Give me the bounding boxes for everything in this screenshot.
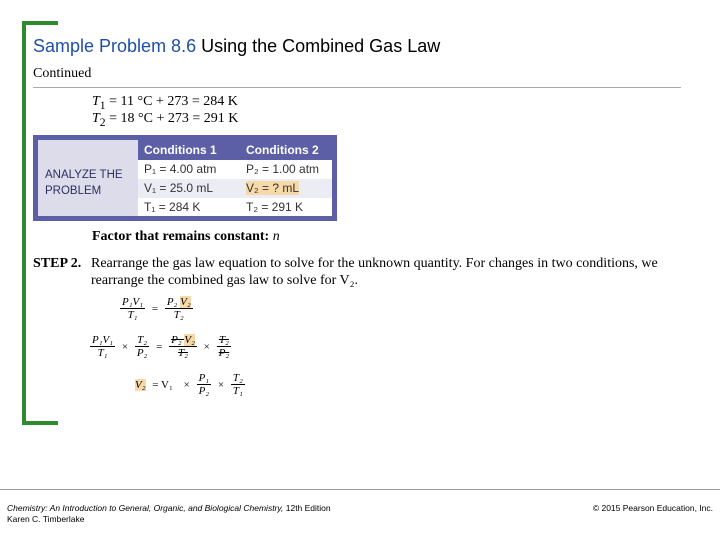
table-row <box>138 179 332 198</box>
continued-label: Continued <box>33 66 92 81</box>
analyze-label-cell <box>38 140 138 216</box>
factor-value: n <box>272 229 280 244</box>
t2-var: T <box>92 111 100 126</box>
equation-3: V₂ = V₁ × $\frac{\text{P₁}}{\text{P₂}}$ × $\frac{\text{T₂}}{\text{T₁}}$ <box>135 372 243 397</box>
analyze-header <box>138 140 332 160</box>
eq2-left-num: P₁V₁ <box>92 334 114 346</box>
eq1-left-den: T₁ <box>127 309 138 321</box>
footer-divider <box>0 489 720 490</box>
step-text: Rearrange the gas law equation to solve for the unknown quantity. For changes in two conditions, we rearrange the combined gas law to solve for V₂. <box>91 256 658 288</box>
eq3-f1-den: P₂ <box>198 385 210 397</box>
eq1-left-num: P₁V₁ <box>122 296 144 308</box>
divider <box>33 87 681 88</box>
footer-citation <box>7 503 331 525</box>
cell-t2: T₂ = 291 K <box>246 200 304 214</box>
cell-v2: V₂ = ? mL <box>246 181 300 195</box>
cell-p2: P₂ = 1.00 atm <box>246 162 320 176</box>
eq2-right-den: T₂ <box>178 347 188 359</box>
eq2-mul1-den: P₂ <box>136 347 148 359</box>
footer-edition: 12th Edition <box>283 503 331 513</box>
footer-copyright: © 2015 Pearson Education, Inc. <box>592 503 713 513</box>
footer-author: Karen C. Timberlake <box>7 514 85 524</box>
title-prefix: Sample Problem 8.6 <box>33 36 197 56</box>
t2-sub: 2 <box>99 115 106 129</box>
title-rest: Using the Combined Gas Law <box>196 36 441 56</box>
t2-expr: = 18 °C + 273 = 291 K <box>105 111 239 126</box>
analyze-label-line2: PROBLEM <box>45 185 102 197</box>
eq3-f2-den: T₁ <box>232 385 243 397</box>
step-label: STEP 2. <box>33 256 82 271</box>
analyze-table <box>33 135 337 221</box>
eq2-right-num-p: P₂ <box>171 334 185 346</box>
table-row <box>138 198 332 217</box>
eq1-right-num-v: V₂ <box>180 296 191 308</box>
eq2-left-den: T₁ <box>97 347 108 359</box>
header-conditions-2: Conditions 2 <box>246 143 319 157</box>
eq1-right-den: T₂ <box>173 309 184 321</box>
eq1-right-num-p: P₂ <box>166 296 181 308</box>
table-row <box>138 160 332 179</box>
cell-t1: T₁ = 284 K <box>144 200 201 214</box>
equation-2: $\frac{\text{P₁V₁}}{\text{T₁}}$ × $\frac{\text{T₂}}{\text{P₂}}$ = $\frac{\text{P₂ V₂}}{\text{T₂}}$ × $\frac{\text{T₂}}{\text{P₂}}$ <box>92 334 230 359</box>
t1-var: T <box>92 94 100 109</box>
temperature-2 <box>92 111 238 129</box>
analyze-label-line1: ANALYZE THE <box>45 169 123 181</box>
eq3-f2-num: T₂ <box>232 372 243 384</box>
equation-1: $\frac{\text{P₁V₁}}{\text{T₁}}$ = $\frac{\text{P₂ V₂}}{\text{T₂}}$ <box>122 296 191 321</box>
t1-sub: 1 <box>99 98 106 112</box>
eq3-f1-num: P₁ <box>198 372 210 384</box>
constant-factor <box>92 229 280 245</box>
eq2-mul2-num: T₂ <box>217 334 232 347</box>
factor-label: Factor that remains constant: <box>92 229 273 244</box>
eq2-mul1-num: T₂ <box>135 334 150 347</box>
eq2-right-num-v: V₂ <box>184 334 195 346</box>
cell-p1: P₁ = 4.00 atm <box>144 162 217 176</box>
page-title <box>33 36 440 57</box>
t1-expr: = 11 °C + 273 = 284 K <box>105 94 238 109</box>
footer-book: Chemistry: An Introduction to General, Organic, and Biological Chemistry, <box>7 503 284 513</box>
eq2-mul2-den: P₂ <box>218 347 230 359</box>
header-conditions-1: Conditions 1 <box>144 143 217 157</box>
temperature-1 <box>92 94 238 112</box>
cell-v1: V₁ = 25.0 mL <box>144 181 214 195</box>
eq3-equals: = V₁ <box>152 378 173 391</box>
eq3-lhs: V₂ <box>135 378 146 391</box>
